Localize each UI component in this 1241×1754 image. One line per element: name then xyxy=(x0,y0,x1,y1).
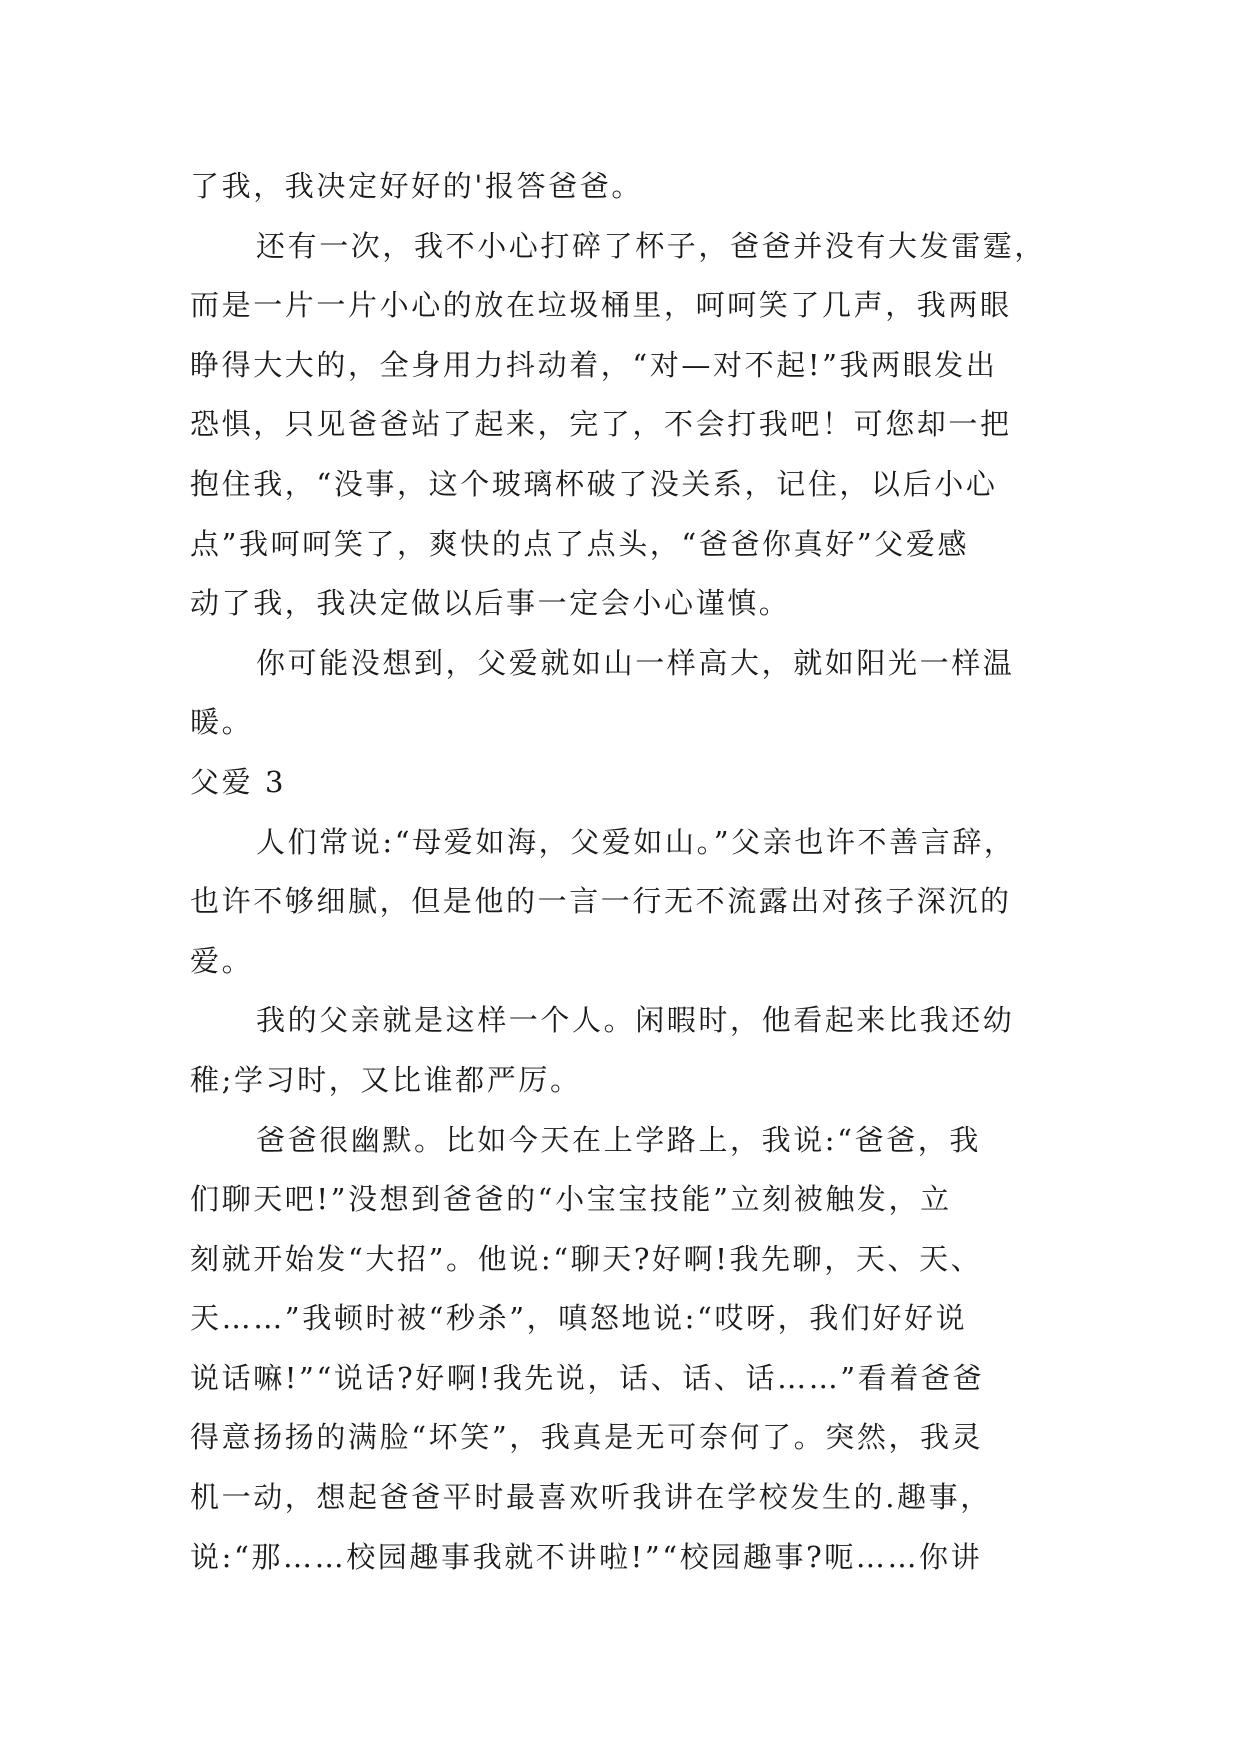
text-line: 爱。 xyxy=(190,943,254,978)
text-line: 得意扬扬的满脸“坏笑”，我真是无可奈何了。突然，我灵 xyxy=(190,1420,984,1455)
paragraph-start-line: 人们常说:“母爱如海，父爱如山。”父亲也许不善言辞， xyxy=(256,824,1016,859)
paragraph-start-line: 我的父亲就是这样一个人。闲暇时，他看起来比我还幼 xyxy=(256,1003,1015,1038)
text-line: 了我，我决定好好的'报答爸爸。 xyxy=(190,169,643,203)
text-line: 天……”我顿时被“秒杀”，嗔怒地说:“哎呀，我们好好说 xyxy=(190,1301,968,1336)
text-line: 稚;学习时，又比谁都严厉。 xyxy=(190,1062,582,1097)
document-body xyxy=(190,157,1050,1587)
section-heading: 父爱 3 xyxy=(190,764,287,799)
text-line: 恐惧，只见爸爸站了起来，完了，不会打我吧！可您却一把 xyxy=(190,407,1012,442)
text-line: 们聊天吧!”没想到爸爸的“小宝宝技能”立刻被触发，立 xyxy=(190,1182,952,1217)
text-line: 说:“那……校园趣事我就不讲啦!”“校园趣事?呃……你讲 xyxy=(190,1539,983,1574)
text-line: 也许不够细腻，但是他的一言一行无不流露出对孩子深沉的 xyxy=(190,884,1012,919)
text-line: 而是一片一片小心的放在垃圾桶里，呵呵笑了几声，我两眼 xyxy=(190,288,1012,323)
text-line: 抱住我，“没事，这个玻璃杯破了没关系，记住，以后小心 xyxy=(190,466,998,501)
paragraph-start-line: 还有一次，我不小心打碎了杯子，爸爸并没有大发雷霆， xyxy=(256,228,1047,263)
text-line: 机一动，想起爸爸平时最喜欢听我讲在学校发生的.趣事， xyxy=(190,1480,992,1515)
text-line: 刻就开始发“大招”。他说:“聊天?好啊!我先聊，天、天、 xyxy=(190,1241,983,1276)
paragraph-start-line: 爸爸很幽默。比如今天在上学路上，我说:“爸爸，我 xyxy=(256,1122,981,1157)
text-line: 暖。 xyxy=(190,705,254,740)
text-line: 点”我呵呵笑了，爽快的点了点头，“爸爸你真好”父爱感 xyxy=(190,526,970,561)
text-line: 动了我，我决定做以后事一定会小心谨慎。 xyxy=(190,586,791,621)
text-line: 睁得大大的，全身用力抖动着，“对—对不起!”我两眼发出 xyxy=(190,347,998,382)
paragraph-start-line: 你可能没想到，父爱就如山一样高大，就如阳光一样温 xyxy=(256,645,1015,680)
text-line: 说话嘛!”“说话?好啊!我先说，话、话、话……”看着爸爸 xyxy=(190,1360,985,1395)
